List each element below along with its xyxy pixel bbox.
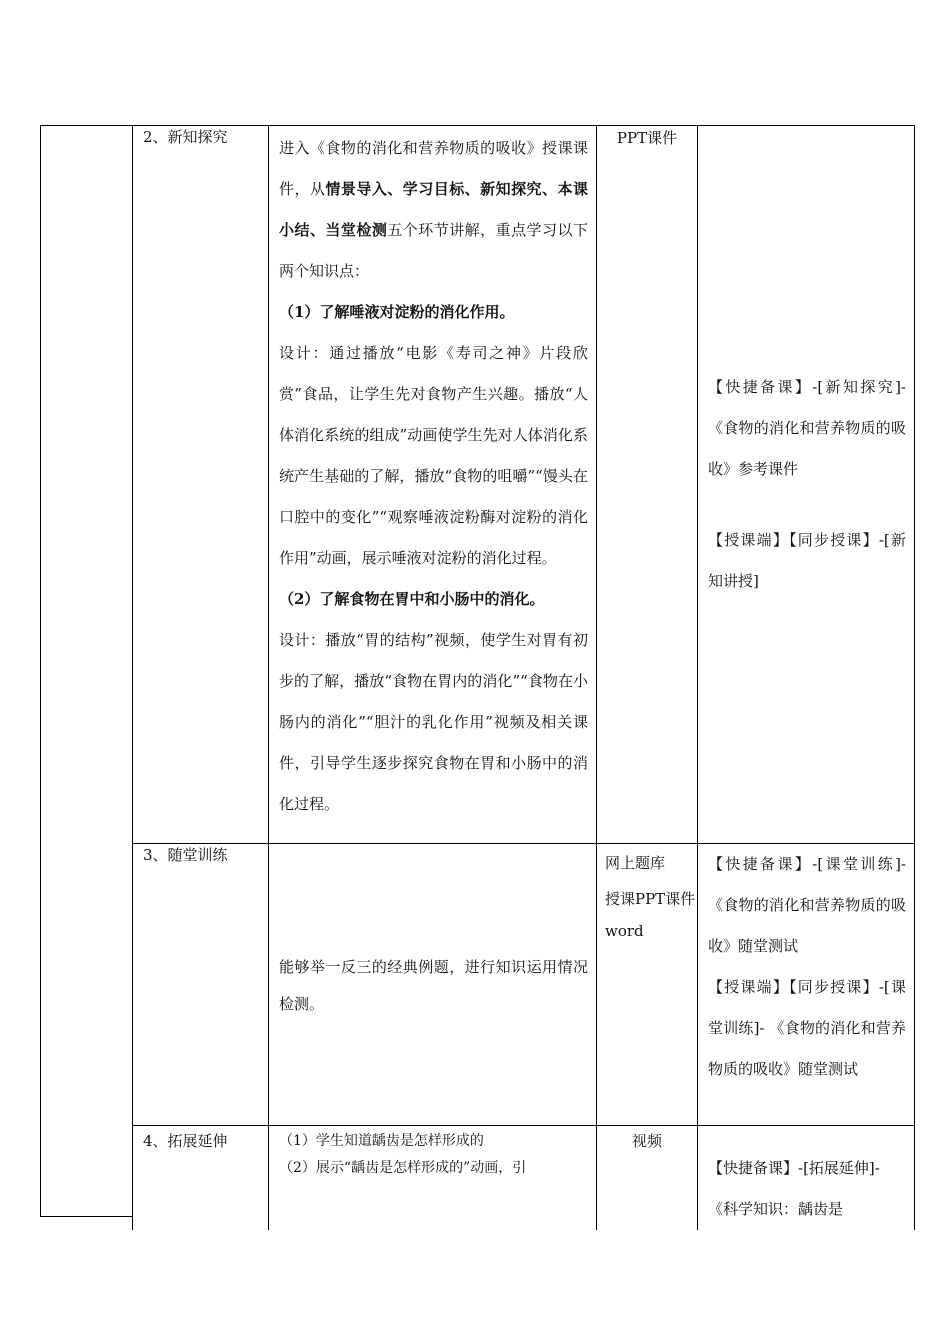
content-text: 能够举一反三的经典例题，进行知识运用情况检测。 (279, 957, 588, 1013)
content-line: （2）展示“龋齿是怎样形成的”动画，引 (279, 1160, 527, 1176)
content-cell (269, 1126, 597, 1231)
resource-cell (597, 126, 698, 844)
reference-cell (698, 1126, 915, 1231)
table-row (133, 1126, 915, 1231)
reference-cell (698, 844, 915, 1126)
resource-label: PPT课件 (616, 129, 678, 147)
reference-line: 【授课端】【同步授课】-[课堂训练]- 《食物的消化和营养物质的吸收》随堂测试 (708, 978, 906, 1078)
content-line: （1）学生知道龋齿是怎样形成的 (279, 1133, 484, 1149)
intro-stages: 情景导入、学习目标、新知探究、本课小结、当堂检测 (279, 180, 588, 239)
table-row (133, 126, 915, 844)
point2-title: （2）了解食物在胃中和小肠中的消化。 (279, 590, 545, 608)
point1-title: （1）了解唾液对淀粉的消化作用。 (279, 303, 515, 321)
stage-label: 3、随堂训练 (143, 846, 228, 864)
stage-cell (133, 126, 269, 844)
lesson-plan-table (132, 125, 915, 1230)
reference-line: 【授课端】【同步授课】-[新知讲授] (708, 531, 906, 590)
stage-cell (133, 1126, 269, 1231)
stage-cell (133, 844, 269, 1126)
table-row (133, 844, 915, 1126)
stage-label: 2、新知探究 (143, 128, 228, 146)
resource-line: 授课PPT课件 (605, 890, 696, 908)
resource-cell (597, 1126, 698, 1231)
resource-label: 视频 (631, 1132, 662, 1150)
content-cell (269, 126, 597, 844)
reference-line: 【快捷备课】-[课堂训练]- 《食物的消化和营养物质的吸收》随堂测试 (708, 855, 906, 955)
stage-label: 4、拓展延伸 (143, 1132, 228, 1150)
reference-line: 【快捷备课】-[拓展延伸]- 《科学知识：龋齿是 (708, 1159, 880, 1218)
point2-design: 设计：播放“胃的结构”视频，使学生对胃有初步的了解，播放“食物在胃内的消化”“食物在小肠内的消化”“胆汁的乳化作用”视频及相关课件，引导学生逐步探究食物在胃和小肠中的消化过程。 (279, 631, 588, 813)
intro-text: 进入《食物的消化和营养物质的吸收》授课课件，从情景导入、学习目标、新知探究、本课小结、当堂检测五个环节讲解，重点学习以下两个知识点： (279, 139, 588, 280)
resource-line: word (605, 922, 644, 940)
reference-line: 【快捷备课】-[新知探究]- 《食物的消化和营养物质的吸收》参考课件 (708, 378, 906, 478)
reference-cell (698, 126, 915, 844)
content-cell (269, 844, 597, 1126)
point1-design: 设计：通过播放“电影《寿司之神》片段欣赏”食品，让学生先对食物产生兴趣。播放“人体消化系统的组成”动画使学生先对人体消化系统产生基础的了解，播放“食物的咀嚼”“馒头在口腔中的变化”“观察唾液淀粉酶对淀粉的消化作用”动画，展示唾液对淀粉的消化过程。 (279, 344, 588, 567)
resource-line: 网上题库 (605, 854, 666, 872)
resource-cell (597, 844, 698, 1126)
outer-left-column (40, 125, 133, 1217)
